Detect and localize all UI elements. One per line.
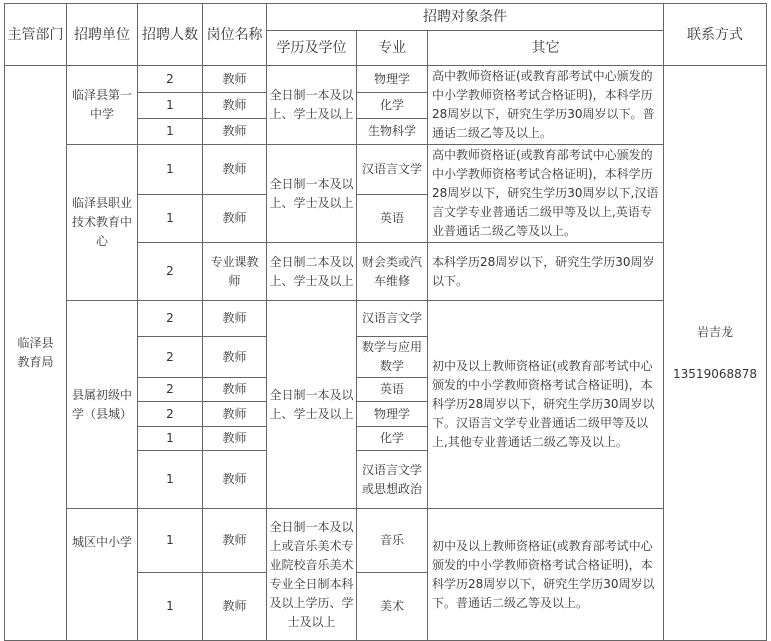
count-cell: 2 (138, 337, 203, 378)
header-other: 其它 (428, 31, 664, 66)
other-cell: 本科学历28周岁以下，研究生学历30周岁以下。 (428, 243, 664, 301)
unit-name: 城区中小学 (67, 509, 138, 641)
education-cell: 全日制二本及以上、学士及以上 (267, 243, 357, 301)
count-cell: 2 (138, 378, 203, 402)
education-cell: 全日制一本及以上、学士及以上 (267, 66, 357, 145)
major-cell: 生物科学 (357, 119, 428, 145)
other-cell: 高中教师资格证(或教育部考试中心颁发的中小学教师资格考试合格证明)，本科学历28周岁以下，研究生学历30周岁以下,汉语言文学专业普通话二级甲等及以上,英语专业普通话二级乙等及以上。 (428, 145, 664, 243)
contact-cell (664, 66, 767, 641)
position-cell: 教师 (203, 301, 267, 337)
other-cell: 高中教师资格证(或教育部考试中心颁发的中小学教师资格考试合格证明)，本科学历28周岁以下，研究生学历30周岁以下。普通话二级乙等及以上。 (428, 66, 664, 145)
header-unit: 招聘单位 (67, 4, 138, 66)
count-cell: 2 (138, 66, 203, 93)
count-cell: 2 (138, 243, 203, 301)
other-cell: 初中及以上教师资格证(或教育部考试中心颁发的中小学教师资格考试合格证明)，本科学历28周岁以下，研究生学历30周岁以下。汉语言文学专业普通话二级甲等及以上,其他专业普通话二级乙等及以上。 (428, 301, 664, 509)
major-cell: 英语 (357, 378, 428, 402)
major-cell: 汉语言文学或思想政治 (357, 451, 428, 509)
count-cell: 2 (138, 301, 203, 337)
major-cell: 美术 (357, 573, 428, 641)
count-cell: 1 (138, 573, 203, 641)
position-cell: 教师 (203, 93, 267, 119)
major-cell: 物理学 (357, 66, 428, 93)
count-cell: 1 (138, 119, 203, 145)
major-cell: 化学 (357, 93, 428, 119)
major-cell: 物理学 (357, 402, 428, 427)
position-cell: 教师 (203, 509, 267, 573)
position-cell: 教师 (203, 378, 267, 402)
major-cell: 化学 (357, 427, 428, 451)
header-conditions: 招聘对象条件 (267, 4, 664, 31)
count-cell: 1 (138, 427, 203, 451)
unit-name: 临泽县职业技术教育中心 (67, 145, 138, 301)
major-cell: 音乐 (357, 509, 428, 573)
position-cell: 教师 (203, 66, 267, 93)
recruitment-table (4, 3, 767, 641)
education-cell: 全日制一本及以上、学士及以上 (267, 301, 357, 509)
header-count: 招聘人数 (138, 4, 203, 66)
count-cell: 2 (138, 402, 203, 427)
position-cell: 专业课教师 (203, 243, 267, 301)
unit-name: 临泽县第一中学 (67, 66, 138, 145)
major-cell: 英语 (357, 195, 428, 243)
count-cell: 1 (138, 195, 203, 243)
unit-name: 县属初级中学（县城） (67, 301, 138, 509)
header-dept: 主管部门 (5, 4, 67, 66)
major-cell: 汉语言文学 (357, 301, 428, 337)
major-cell: 汉语言文学 (357, 145, 428, 195)
position-cell: 教师 (203, 573, 267, 641)
count-cell: 1 (138, 145, 203, 195)
contact-phone: 13519068878 (673, 367, 758, 381)
position-cell: 教师 (203, 451, 267, 509)
major-cell: 财会类或汽车维修 (357, 243, 428, 301)
position-cell: 教师 (203, 145, 267, 195)
header-position: 岗位名称 (203, 4, 267, 66)
header-education: 学历及学位 (267, 31, 357, 66)
header-major: 专业 (357, 31, 428, 66)
count-cell: 1 (138, 93, 203, 119)
education-cell: 全日制一本及以上、学士及以上 (267, 145, 357, 243)
count-cell: 1 (138, 509, 203, 573)
count-cell: 1 (138, 451, 203, 509)
other-cell: 初中及以上教师资格证(或教育部考试中心颁发的中小学教师资格考试合格证明)，本科学历28周岁以下，研究生学历30周岁以下。普通话二级乙等及以上。 (428, 509, 664, 641)
position-cell: 教师 (203, 119, 267, 145)
position-cell: 教师 (203, 337, 267, 378)
position-cell: 教师 (203, 427, 267, 451)
education-cell: 全日制一本及以上或音乐美术专业院校音乐美术专业全日制本科及以上学历、学士及以上 (267, 509, 357, 641)
major-cell: 数学与应用数学 (357, 337, 428, 378)
dept-cell: 临泽县教育局 (5, 66, 67, 641)
header-contact: 联系方式 (664, 4, 767, 66)
position-cell: 教师 (203, 195, 267, 243)
position-cell: 教师 (203, 402, 267, 427)
contact-name: 岩吉龙 (697, 325, 734, 339)
